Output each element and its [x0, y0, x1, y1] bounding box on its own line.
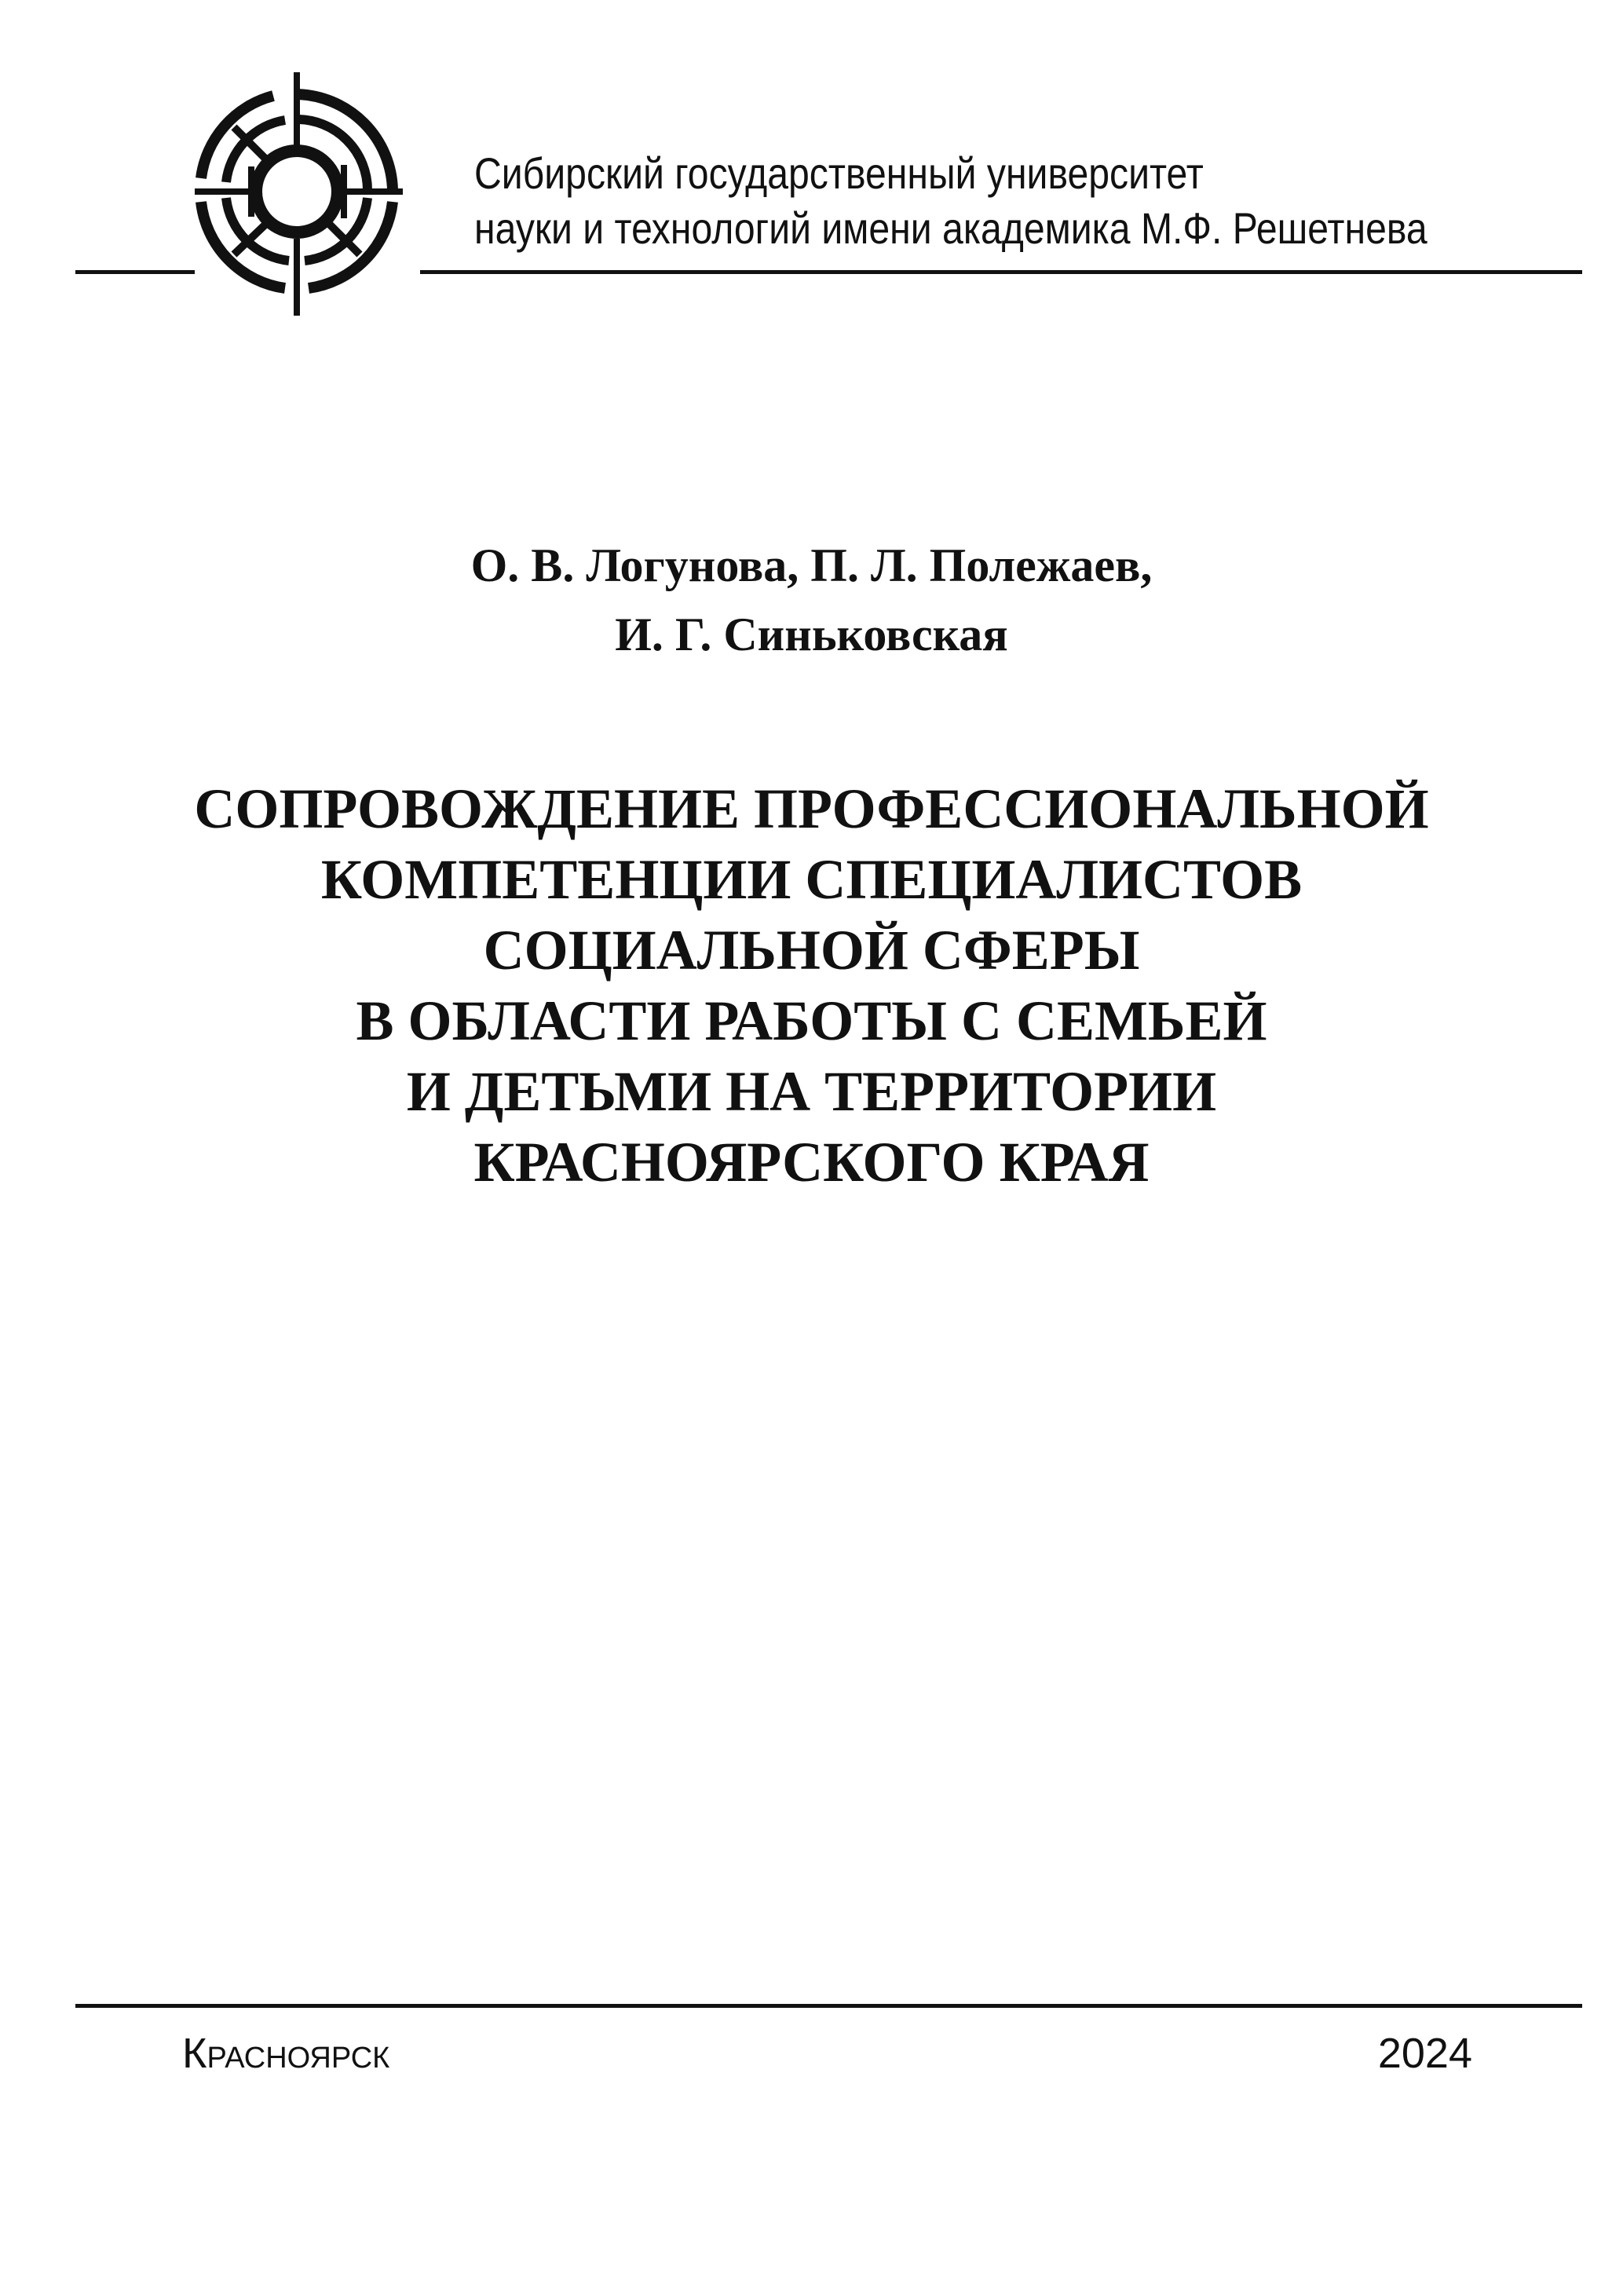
publication-city: Красноярск — [182, 2030, 390, 2077]
title-line: КРАСНОЯРСКОГО КРАЯ — [473, 1131, 1150, 1194]
header-rule-left — [75, 270, 195, 274]
title-line: СОЦИАЛЬНОЙ СФЕРЫ — [483, 919, 1140, 982]
publication-year: 2024 — [1377, 2030, 1472, 2077]
title-line: КОМПЕТЕНЦИИ СПЕЦИАЛИСТОВ — [320, 848, 1303, 911]
header-rule-right — [420, 270, 1582, 274]
university-line-2: науки и технологий имени академика М.Ф. Решетнева — [474, 203, 1427, 253]
book-title — [0, 773, 1623, 1197]
authors — [0, 531, 1623, 669]
university-emblem-icon — [179, 72, 415, 316]
university-name — [474, 146, 1427, 256]
title-line: СОПРОВОЖДЕНИЕ ПРОФЕССИОНАЛЬНОЙ — [194, 777, 1429, 840]
authors-line-1: О. В. Логунова, П. Л. Полежаев, — [470, 539, 1153, 591]
title-line: И ДЕТЬМИ НА ТЕРРИТОРИИ — [406, 1060, 1217, 1123]
authors-line-2: И. Г. Синьковская — [615, 609, 1008, 660]
title-line: В ОБЛАСТИ РАБОТЫ С СЕМЬЕЙ — [356, 989, 1267, 1052]
footer-rule — [75, 2004, 1582, 2008]
university-line-1: Сибирский государственный университет — [474, 148, 1204, 198]
